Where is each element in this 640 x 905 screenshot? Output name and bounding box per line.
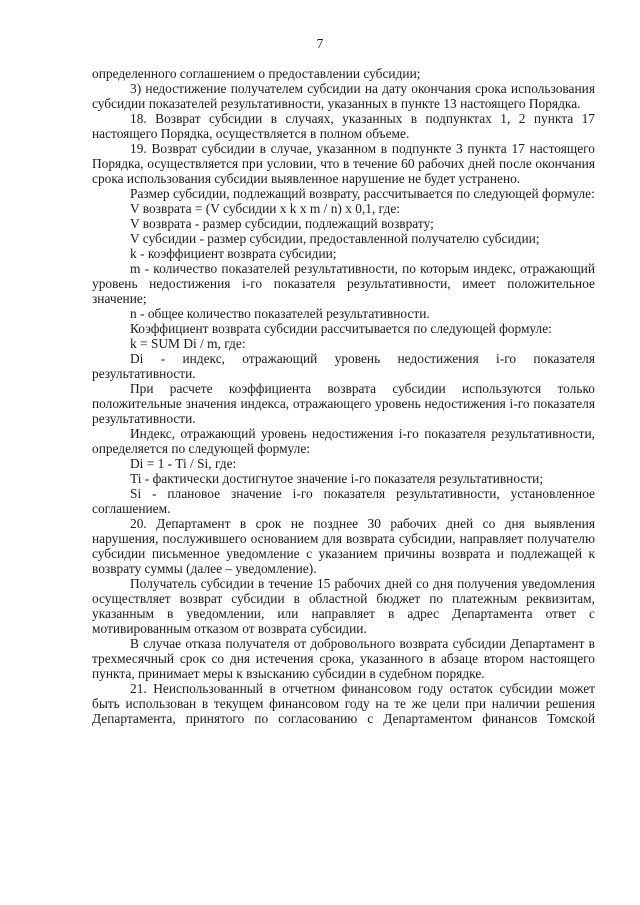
definition-line: n - общее количество показателей результативности. bbox=[130, 306, 430, 321]
paragraph: При расчете коэффициента возврата субсидии используются только положительные значения индекса, отражающего уровень недостижения i-го показателя результативности. bbox=[92, 381, 595, 426]
paragraph: 3) недостижение получателем субсидии на дату окончания срока использования субсидии показателей результативности, указанных в пункте 13 настоящего Порядка. bbox=[92, 81, 595, 111]
definition-line: Si - плановое значение i-го показателя результативности, установленное соглашением. bbox=[92, 486, 595, 516]
paragraph: 21. Неиспользованный в отчетном финансовом году остаток субсидии может быть использован в текущем финансовом году на те же цели при наличии решения Департамента, принятого по согласованию с Департаментом финансов Томской bbox=[92, 681, 595, 726]
paragraph: Коэффициент возврата субсидии рассчитывается по следующей формуле: bbox=[130, 321, 552, 336]
formula-line: V возврата = (V субсидии x k x m / n) x 0,1, где: bbox=[130, 201, 400, 216]
formula-line: Di = 1 - Ti / Si, где: bbox=[130, 456, 237, 471]
page-number: 7 bbox=[316, 36, 324, 51]
paragraph: 20. Департамент в срок не позднее 30 рабочих дней со дня выявления нарушения, послужившего основанием для возврата субсидии, направляет получателю субсидии письменное уведомление с указанием причины возврата и подлежащей к возврату суммы (далее – уведомление). bbox=[92, 516, 595, 576]
formula-line: k = SUM Di / m, где: bbox=[130, 336, 246, 351]
paragraph: Индекс, отражающий уровень недостижения i-го показателя результативности, определяется по следующей формуле: bbox=[92, 426, 595, 456]
paragraph: Получатель субсидии в течение 15 рабочих дней со дня получения уведомления осуществляет возврат субсидии в областной бюджет по платежным реквизитам, указанным в уведомлении, или направляет в адрес Департамента ответ с мотивированным отказом от возврата субсидии. bbox=[92, 576, 595, 636]
definition-line: m - количество показателей результативности, по которым индекс, отражающий уровень недостижения i-го показателя результативности, имеет положительное значение; bbox=[92, 261, 595, 306]
document-body bbox=[92, 66, 595, 726]
definition-line: V возврата - размер субсидии, подлежащий возврату; bbox=[130, 216, 434, 231]
definition-line: V субсидии - размер субсидии, предоставленной получателю субсидии; bbox=[130, 231, 540, 246]
definition-line: Ti - фактически достигнутое значение i-го показателя результативности; bbox=[130, 471, 544, 486]
paragraph: Размер субсидии, подлежащий возврату, рассчитывается по следующей формуле: bbox=[130, 186, 595, 201]
definition-line: k - коэффициент возврата субсидии; bbox=[130, 246, 337, 261]
paragraph: 18. Возврат субсидии в случаях, указанных в подпунктах 1, 2 пункта 17 настоящего Порядка, осуществляется в полном объеме. bbox=[92, 111, 595, 141]
paragraph: 19. Возврат субсидии в случае, указанном в подпункте 3 пункта 17 настоящего Порядка, осуществляется при условии, что в течение 60 рабочих дней после окончания срока использования субсидии выявленное нарушение не будет устранено. bbox=[92, 141, 595, 186]
paragraph: определенного соглашением о предоставлении субсидии; bbox=[92, 66, 421, 81]
paragraph: В случае отказа получателя от добровольного возврата субсидии Департамент в трехмесячный срок со дня истечения срока, указанного в абзаце втором настоящего пункта, принимает меры к взысканию субсидии в судебном порядке. bbox=[92, 636, 595, 681]
definition-line: Di - индекс, отражающий уровень недостижения i-го показателя результативности. bbox=[92, 351, 595, 381]
